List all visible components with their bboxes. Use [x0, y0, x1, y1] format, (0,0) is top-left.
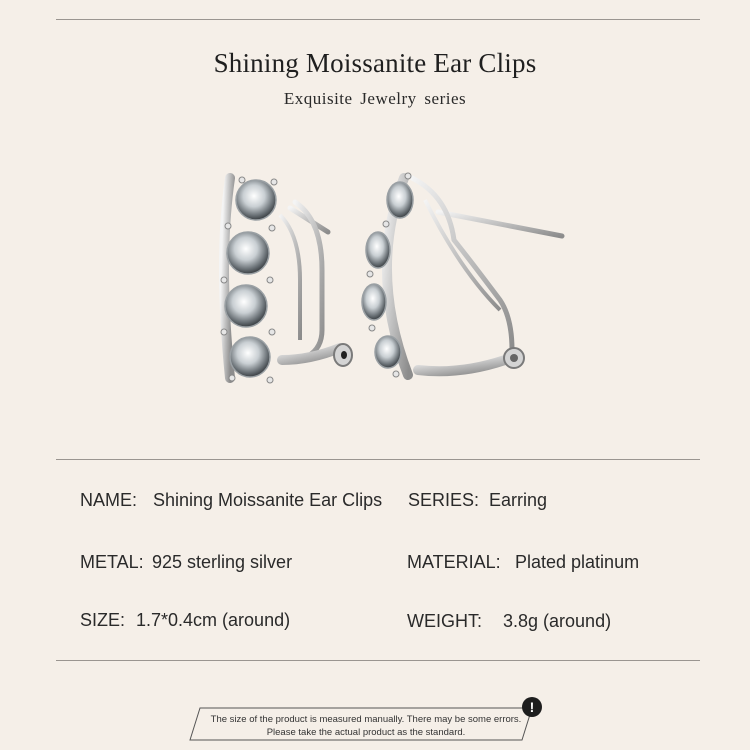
left-earring — [221, 177, 352, 383]
spec-metal-label: METAL: — [80, 552, 144, 572]
spec-name-value: Shining Moissanite Ear Clips — [153, 490, 383, 510]
product-image — [200, 160, 580, 400]
spec-material-value: Plated platinum — [515, 552, 640, 572]
spec-size-value: 1.7*0.4cm (around) — [136, 610, 291, 630]
spec-name-label: NAME: — [80, 490, 138, 510]
spec-series-value: Earring — [489, 490, 548, 510]
spec-material-label: MATERIAL: — [407, 552, 501, 572]
notice-line-2: Please take the actual product as the standard. — [266, 727, 466, 738]
bottom-divider — [56, 660, 700, 661]
spec-series-label: SERIES: — [408, 490, 480, 510]
right-earring — [362, 173, 562, 377]
spec-weight-value: 3.8g (around) — [503, 611, 612, 631]
warning-icon: ! — [522, 697, 542, 717]
top-divider — [56, 19, 700, 20]
page-title: Shining Moissanite Ear Clips — [213, 48, 537, 78]
spec-size-label: SIZE: — [80, 610, 126, 630]
measurement-notice — [186, 702, 546, 742]
earring-pair-icon — [200, 160, 580, 400]
section-divider — [56, 459, 700, 460]
spec-metal-value: 925 sterling silver — [152, 552, 293, 572]
spec-weight-label: WEIGHT: — [407, 611, 482, 631]
notice-line-1: The size of the product is measured manually. There may be some errors. — [210, 714, 522, 725]
page-subtitle: Exquisite Jewelry series — [283, 89, 467, 108]
